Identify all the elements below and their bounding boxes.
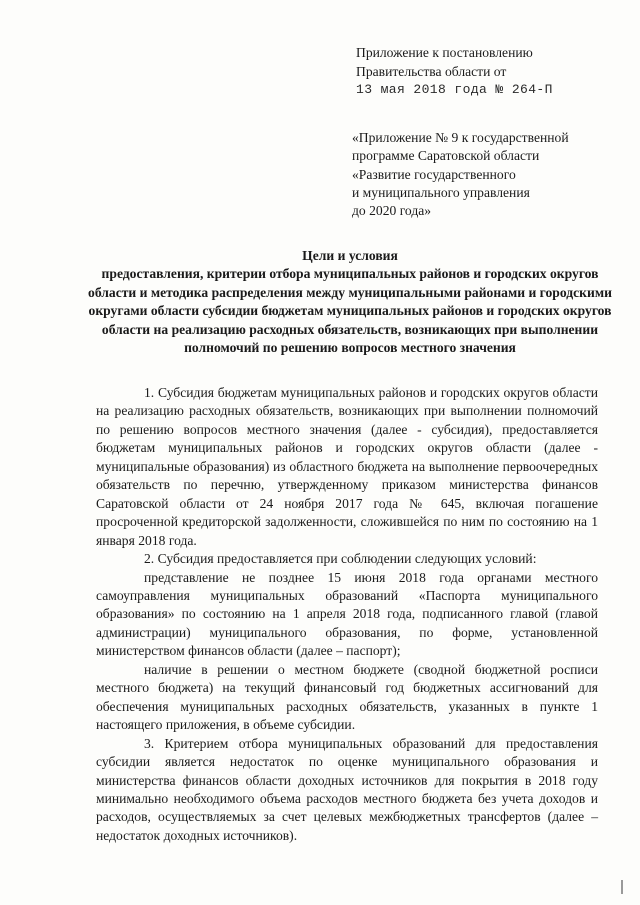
resolution-header <box>356 44 626 100</box>
paragraph-3: представление не позднее 15 июня 2018 года органами местного самоуправления муниципальных образований «Паспорта муниципального образования» по состоянию на 1 апреля 2018 года, подписанного главой (главой администрации) муниципального образования, по форме, установленной министерством финансов области (далее – паспорт); <box>96 569 598 659</box>
header-line-2: Правительства области от <box>356 63 507 79</box>
scan-artifact <box>621 880 623 894</box>
annex-line-4: и муниципального управления <box>352 184 530 200</box>
paragraph-1: 1. Субсидия бюджетам муниципальных районов и городских округов области на реализацию расходных обязательств, возникающих при выполнении полномочий по решению вопросов местного значения (далее - субсидия), предоставляется бюджетам муниципальных районов и городских округов области (далее - муниципальные образования) из областного бюджета на выполнение первоочередных обязательств по перечню, утвержденному приказом министерства финансов Саратовской области от 24 ноября 2017 года № 645, включая погашение просроченной кредиторской задолженности, сложившейся по ним по состоянию на 1 января 2018 года. <box>96 385 598 548</box>
annex-line-3: «Развитие государственного <box>352 166 516 182</box>
title-heading: Цели и условия <box>302 248 398 263</box>
paragraph-2: 2. Субсидия предоставляется при соблюдении следующих условий: <box>144 551 537 567</box>
annex-reference <box>352 129 632 220</box>
header-date-stamp: 13 мая 2018 года № 264-П <box>356 82 553 97</box>
header-line-1: Приложение к постановлению <box>356 45 533 60</box>
annex-line-1: «Приложение № 9 к государственной <box>352 130 569 145</box>
title-text: предоставления, критерии отбора муниципальных районов и городских округов области и методика распределения между муниципальными районами и городскими округами области субсидии бюджетам муниципальных районов и городских округов области на реализацию расходных обязательств, возникающих при выполнении полномочий по решению вопросов местного значения <box>88 266 612 356</box>
document-title <box>88 247 612 357</box>
paragraph-5: 3. Критерием отбора муниципальных образований для предоставления субсидии является недостаток по оценке муниципального образования и министерства финансов области доходных источников для покрытия в 2018 году минимально необходимого объема расходов местного бюджета без учета доходов и расходов, осуществляемых за счет целевых межбюджетных трансфертов (далее – недостаток доходных источников). <box>96 735 598 843</box>
paragraph-4: наличие в решении о местном бюджете (сводной бюджетной росписи местного бюджета) на текущий финансовый год бюджетных ассигнований для обеспечения муниципальных расходных обязательств, указанных в пункте 1 настоящего приложения, в объеме субсидии. <box>96 661 598 733</box>
annex-line-2: программе Саратовской области <box>352 148 540 164</box>
annex-line-5: до 2020 года» <box>352 203 432 219</box>
document-body <box>96 384 598 845</box>
